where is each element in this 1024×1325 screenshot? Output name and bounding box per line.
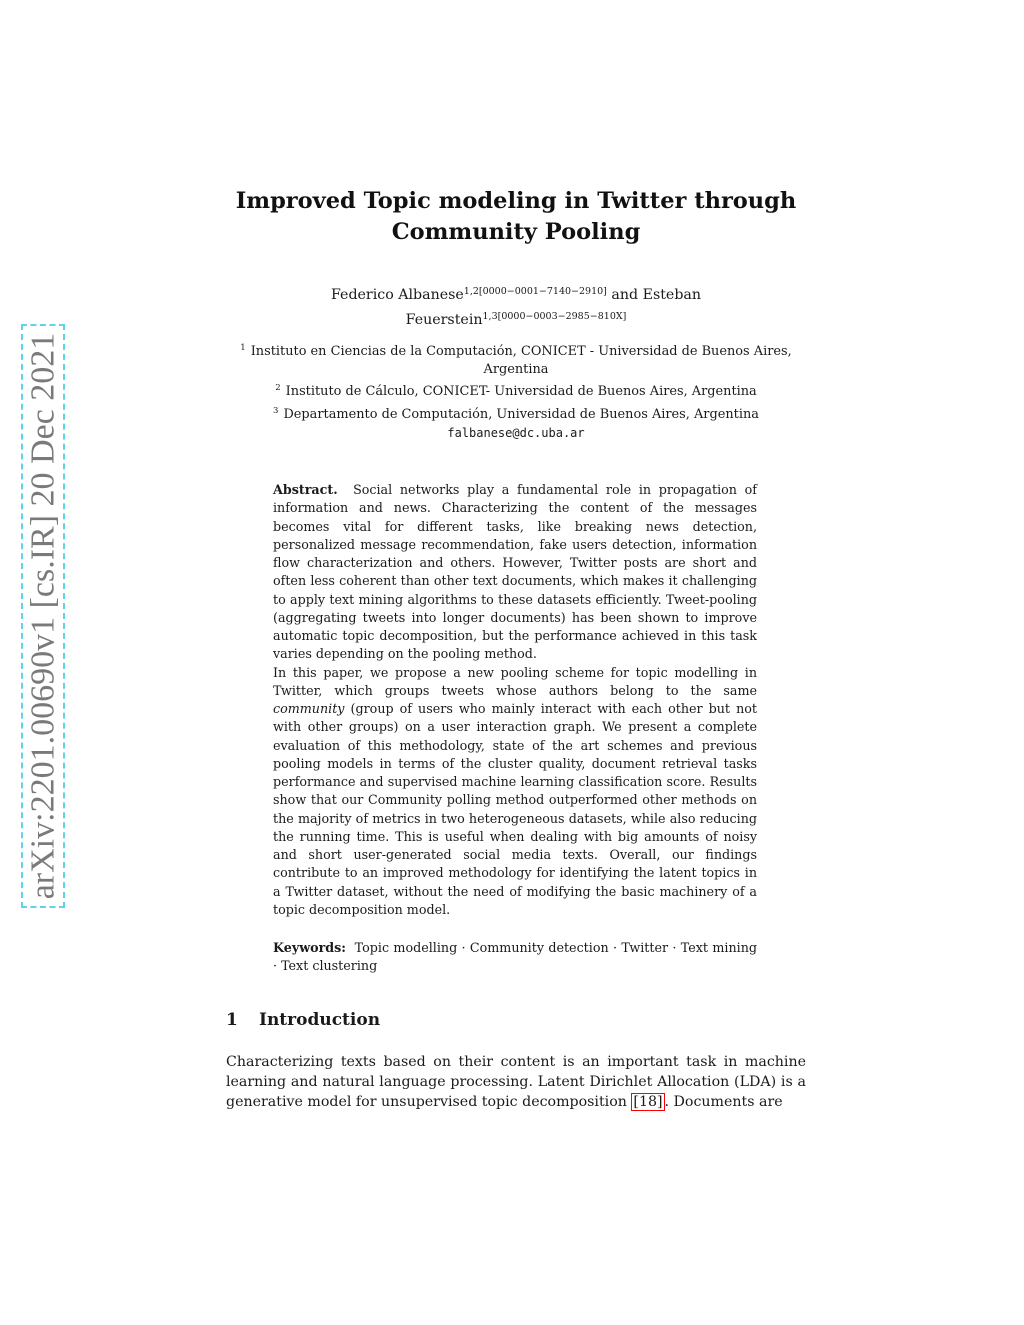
abstract-text: Social networks play a fundamental role in propagation of information and news. Characterizing the content of the messages becomes vital for different tasks, like breaking news detection, personalized message recommendation, fake users detection, information flow characterization and others. However, Twitter posts are short and often less coherent than other text documents, which makes it challenging to apply text mining algorithms to these datasets efficiently. Tweet-pooling (aggregating tweets into longer documents) has been shown to improve automatic topic decomposition, but the performance achieved in this task varies depending on the pooling method. bbox=[273, 482, 757, 662]
abstract bbox=[273, 481, 757, 919]
abstract-text: In this paper, we propose a new pooling scheme for topic modelling in Twitter, which groups tweets whose authors belong to the same bbox=[273, 664, 757, 698]
affiliation-item bbox=[226, 379, 806, 401]
affiliation-text: Instituto de Cálculo, CONICET- Universidad de Buenos Aires, Argentina bbox=[285, 384, 757, 400]
keywords-label: Keywords: bbox=[273, 940, 346, 955]
abstract-text: (group of users who mainly interact with each other but not with other groups) on a user interaction graph. We present a complete evaluation of this methodology, state of the art schemes and previous pooling models in terms of the cluster quality, document retrieval tasks performance and supervised machine learning classification score. Results show that our Community polling method outperformed other methods on the majority of metrics in two heterogeneous datasets, while also reducing the running time. This is useful when dealing with big amounts of noisy and short user-generated social media texts. Overall, our findings contribute to an improved methodology for identifying the latent topics in a Twitter dataset, without the need of modifying the basic machinery of a topic decomposition model. bbox=[273, 701, 757, 917]
affiliation-item bbox=[226, 402, 806, 424]
paper-title: Improved Topic modeling in Twitter through Community Pooling bbox=[235, 188, 797, 245]
keywords-text: Topic modelling · Community detection · Twitter · Text mining · Text clustering bbox=[273, 940, 757, 974]
abstract-label: Abstract. bbox=[273, 482, 338, 497]
abstract-emphasis: community bbox=[273, 701, 345, 716]
intro-paragraph bbox=[226, 1052, 806, 1113]
author-affiliation-mark: 1,2[0000−0001−7140−2910] bbox=[463, 286, 607, 297]
author-affiliation-mark: 1,3[0000−0003−2985−810X] bbox=[482, 311, 627, 322]
citation-link[interactable]: [18] bbox=[633, 1094, 663, 1111]
section-number: 1 bbox=[226, 1010, 238, 1030]
contact-email: falbanese@dc.uba.ar bbox=[447, 425, 585, 440]
affiliation-mark: 2 bbox=[275, 383, 281, 394]
affiliation-text: Departamento de Computación, Universidad de Buenos Aires, Argentina bbox=[283, 406, 759, 422]
abstract-paragraph bbox=[273, 481, 757, 664]
affiliation-item bbox=[226, 339, 806, 379]
affiliations bbox=[226, 339, 806, 442]
body-text: Characterizing texts based on their content is an important task in machine learning and natural language processing. Latent Dirichlet Allocation (LDA) is a generative model for unsupervised topic decomposition bbox=[226, 1054, 806, 1111]
affiliation-mark: 1 bbox=[240, 343, 246, 353]
arxiv-stamp-text: arXiv:2201.00690v1 [cs.IR] 20 Dec 2021 bbox=[24, 332, 61, 900]
section-heading bbox=[226, 1010, 380, 1030]
abstract-paragraph bbox=[273, 664, 757, 920]
affiliation-text: Instituto en Ciencias de la Computación, CONICET - Universidad de Buenos Aires, Argentina bbox=[250, 344, 792, 378]
section-title: Introduction bbox=[259, 1010, 381, 1030]
keywords bbox=[273, 939, 757, 976]
affiliation-mark: 3 bbox=[273, 405, 279, 416]
author-connector: and Esteban bbox=[611, 287, 702, 303]
author-name: Federico Albanese bbox=[330, 287, 464, 303]
author-list bbox=[226, 281, 806, 331]
arxiv-stamp[interactable] bbox=[21, 324, 65, 908]
author-name: Feuerstein bbox=[405, 312, 483, 328]
body-text: . Documents are bbox=[664, 1094, 783, 1111]
